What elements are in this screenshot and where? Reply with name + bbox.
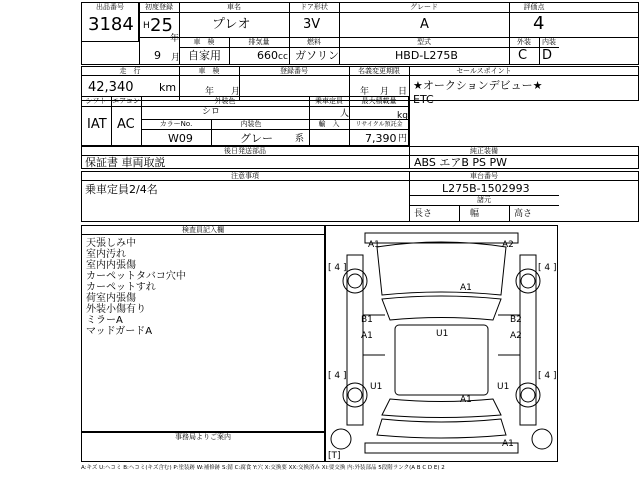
owner-day-unit: 日 — [398, 87, 408, 97]
exterior-score: C — [518, 48, 528, 63]
car-diagram — [325, 225, 558, 462]
year-unit: 年 — [170, 34, 180, 44]
notes: 乗車定員2/4名 — [85, 183, 158, 196]
owner-month-unit: 月 — [380, 87, 390, 97]
era: H — [143, 21, 150, 31]
mark-rear: A1 — [502, 439, 514, 449]
inspector-note: 室内内張傷 — [86, 260, 136, 271]
score-label: 評価点 — [523, 3, 545, 11]
recycle-label: リサイクル預託金 — [355, 121, 403, 128]
mark-left-u1: U1 — [370, 382, 383, 392]
reg-no-label: 登録番号 — [280, 67, 308, 75]
delivery-label: 後日発送部品 — [224, 147, 266, 155]
mark-rear-left-bracket: [ 4 ] — [328, 371, 347, 381]
lot-label: 出品番号 — [96, 3, 124, 11]
mileage-label: 走 行 — [119, 67, 141, 75]
dim-height-label: 高さ — [514, 209, 533, 219]
ac-label: エアコン — [112, 97, 140, 105]
mark-right-b2: B2 — [510, 315, 522, 325]
inspector-note: 荷室内張傷 — [86, 293, 136, 304]
mark-right-u1: U1 — [497, 382, 510, 392]
capacity-label: 乗車定員 — [315, 97, 343, 105]
import-unit: 系 — [295, 134, 305, 144]
displacement-label: 排気量 — [248, 38, 270, 46]
car-name: プレオ — [212, 17, 251, 32]
inspector-label: 検査員記入欄 — [182, 226, 224, 234]
mark-hood: A1 — [460, 283, 472, 293]
ext-color: シロ — [202, 107, 221, 117]
grade: A — [420, 17, 429, 32]
office-label: 事務局よりご案内 — [175, 433, 231, 441]
damage-legend: A:キズ U:ヘコミ B:ヘコミ(キズ含む) P:塗装跡 W:補修跡 S:錆 C:腐食 Y:穴 X:交換要 XX:交換済み Xi:要交換 内:外装部品 5段階ランク(A B C D E) 2 — [81, 465, 445, 471]
insp-month-unit: 月 — [231, 87, 241, 97]
mark-front-left: A1 — [368, 240, 380, 250]
delivery-parts: 保証書 車両取説 — [85, 156, 166, 169]
inspector-note: 外装小傷有り — [86, 304, 146, 315]
mark-front-right: A2 — [502, 240, 514, 250]
chassis-number: L275B-1502993 — [442, 182, 530, 195]
sales-point-2: ETC — [413, 93, 434, 106]
grade-label: グレード — [410, 3, 438, 11]
displacement: 660 — [257, 49, 278, 62]
fuel-label: 燃料 — [307, 38, 321, 46]
mark-roof: U1 — [436, 329, 449, 339]
dims-label: 諸元 — [477, 196, 491, 204]
model-label: 型式 — [417, 38, 431, 46]
spare-wheel-right — [532, 429, 552, 449]
spare-wheel-left — [331, 429, 351, 449]
inspector-note: 天張しみ中 — [86, 238, 136, 249]
shift: IAT — [87, 117, 107, 132]
door-type: 3V — [303, 17, 321, 32]
inspector-note: カーペットすれ — [86, 282, 156, 293]
mark-left-a1: A1 — [361, 331, 373, 341]
rear-window-outline — [382, 399, 501, 418]
sales-point-label: セールスポイント — [456, 67, 512, 75]
color-no: W09 — [168, 132, 193, 145]
shift-label: シフト — [85, 97, 107, 105]
mark-right-bracket: [ 4 ] — [538, 263, 557, 273]
ac: AC — [117, 117, 135, 132]
capacity-unit: 人 — [340, 109, 350, 119]
lot-number: 3184 — [88, 14, 134, 35]
int-color-label: 内装色 — [240, 120, 262, 128]
max-load-label: 最大積載量 — [361, 97, 397, 105]
inspector-note: マッドガードA — [86, 326, 153, 337]
mileage: 42,340 — [88, 80, 134, 95]
insp-year-unit: 年 — [205, 87, 215, 97]
overall-score: 4 — [533, 13, 545, 34]
interior-score: D — [542, 48, 553, 63]
first-reg-label: 初度登録 — [145, 3, 173, 11]
windshield-outline — [382, 296, 501, 320]
displacement-unit: cc — [278, 52, 288, 62]
recycle-unit: 円 — [398, 134, 408, 144]
rear-bumper-outline — [365, 443, 518, 453]
mark-left-bracket: [ 4 ] — [328, 263, 347, 273]
model: HBD-L275B — [395, 49, 458, 62]
reg-year: 25 — [150, 15, 173, 36]
recycle-fee: 7,390 — [365, 132, 397, 145]
usage: 自家用 — [188, 49, 221, 62]
mark-rear-right-bracket: [ 4 ] — [538, 371, 557, 381]
equipment-label: 純正装備 — [470, 147, 498, 155]
owner-date-label: 名義変更期限 — [358, 67, 400, 75]
door-label: ドア形状 — [300, 3, 328, 11]
owner-year-unit: 年 — [360, 87, 370, 97]
chassis-label: 車台番号 — [470, 172, 498, 180]
exterior-label: 外装 — [517, 38, 531, 46]
inspector-notes-list — [86, 238, 322, 337]
mileage-unit: km — [159, 81, 177, 94]
mark-right-a2: A2 — [510, 331, 522, 341]
inspection-label: 車 検 — [198, 67, 220, 75]
ext-color-label: 外装色 — [214, 97, 236, 105]
inspector-note: ミラーA — [86, 315, 123, 326]
equipment: ABS エアB PS PW — [414, 156, 508, 169]
trunk-outline — [377, 419, 506, 438]
inspector-note: 室内汚れ — [86, 249, 126, 260]
front-bumper-outline — [365, 233, 518, 243]
month-unit: 月 — [171, 53, 181, 63]
dim-width-label: 幅 — [470, 209, 480, 219]
inspector-note: カーペットタバコ穴中 — [86, 271, 186, 282]
mark-left-b1: B1 — [361, 315, 373, 325]
int-color: グレー — [240, 132, 273, 145]
mark-rear-bracket: [T] — [328, 451, 341, 461]
dim-length-label: 長さ — [414, 209, 433, 219]
interior-label: 内装 — [542, 38, 556, 46]
mark-trunk: A1 — [460, 395, 472, 405]
reg-month: 9 — [154, 49, 161, 62]
color-no-label: カラーNo. — [159, 120, 193, 128]
notes-label: 注意事項 — [231, 172, 259, 180]
hood-outline — [377, 242, 506, 295]
load-unit: kg — [397, 111, 408, 121]
car-name-label: 車名 — [227, 3, 241, 11]
shaken-label: 車 検 — [193, 38, 215, 46]
fuel: ガソリン — [295, 49, 339, 62]
import-label: 輸 入 — [318, 120, 340, 128]
sales-point-1: ★オークションデビュー★ — [413, 79, 543, 92]
